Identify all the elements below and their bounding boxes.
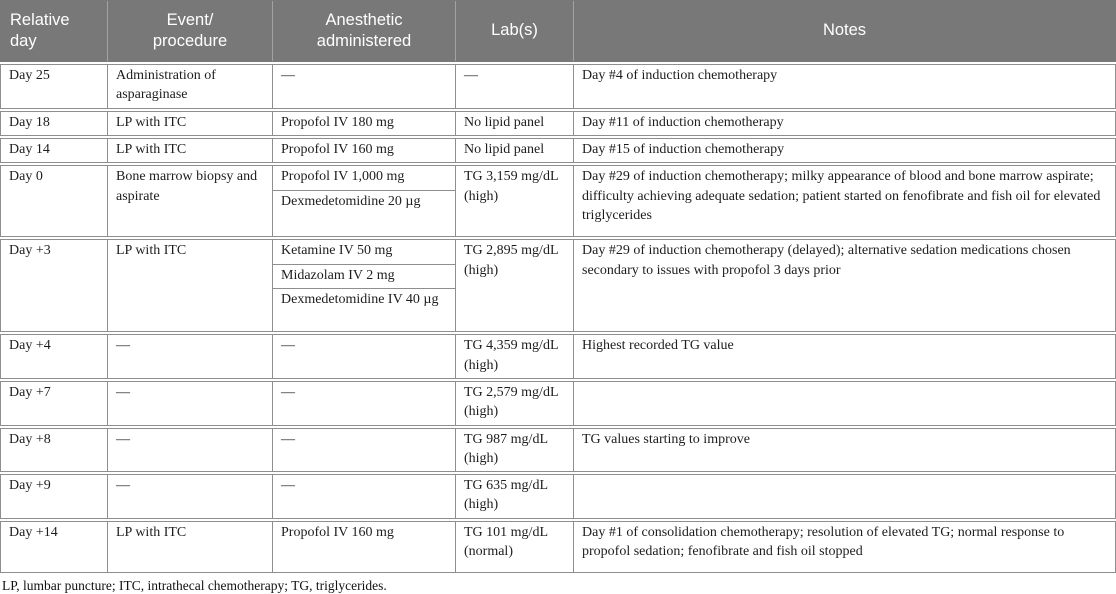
header-line: Anesthetic bbox=[325, 10, 403, 29]
anesthetic-item: Dexmedetomidine 20 µg bbox=[281, 193, 421, 209]
cell-relative-day: Day 25 bbox=[1, 65, 108, 108]
cell-relative-day: Day +4 bbox=[1, 335, 108, 378]
cell-anesthetic: — bbox=[273, 382, 456, 425]
cell-notes: Day #4 of induction chemotherapy bbox=[582, 68, 778, 83]
cell-notes bbox=[574, 382, 1115, 425]
cell-labs: TG 4,359 mg/dL (high) bbox=[456, 335, 574, 378]
header-relative-day bbox=[1, 1, 108, 61]
cell-event: LP with ITC bbox=[108, 522, 273, 572]
cell-anesthetic: — bbox=[273, 335, 456, 378]
table-row-day-plus-9 bbox=[0, 474, 1116, 519]
table-row-day-plus-8 bbox=[0, 428, 1116, 473]
header-notes bbox=[574, 1, 1115, 61]
anesthetic-item: Midazolam IV 2 mg bbox=[273, 265, 455, 289]
header-line: Notes bbox=[822, 21, 867, 40]
cell-event: — bbox=[108, 335, 273, 378]
cell-event: — bbox=[108, 429, 273, 472]
cell-anesthetic-stack bbox=[273, 240, 456, 331]
cell-notes: Day #29 of induction chemotherapy (delayed); alternative sedation medications chosen secondary to issues with propofol 3 days prior bbox=[582, 243, 1071, 278]
cell-labs: — bbox=[456, 65, 574, 108]
cell-notes: Highest recorded TG value bbox=[582, 338, 734, 354]
table-header-row bbox=[0, 0, 1116, 62]
cell-labs: TG 2,895 mg/dL (high) bbox=[456, 240, 574, 331]
cell-anesthetic: — bbox=[273, 65, 456, 108]
cell-notes: Day #1 of consolidation chemotherapy; resolution of elevated TG; normal response to propofol sedation; fenofibrate and fish oil stopped bbox=[582, 524, 1065, 560]
anesthetic-item: Dexmedetomidine IV 40 µg bbox=[281, 291, 439, 307]
table-row-day-plus-4 bbox=[0, 334, 1116, 379]
header-labs bbox=[456, 1, 574, 61]
cell-relative-day: Day 0 bbox=[1, 166, 108, 236]
cell-anesthetic: Propofol IV 180 mg bbox=[273, 112, 456, 135]
table-row-day-14 bbox=[0, 138, 1116, 163]
cell-anesthetic: Propofol IV 160 mg bbox=[273, 522, 456, 572]
cell-relative-day: Day 18 bbox=[1, 112, 108, 135]
cell-labs: TG 3,159 mg/dL (high) bbox=[456, 166, 574, 236]
cell-labs: No lipid panel bbox=[456, 139, 574, 162]
cell-anesthetic: — bbox=[273, 429, 456, 472]
header-line: day bbox=[10, 32, 37, 50]
cell-event: Administration of asparaginase bbox=[108, 65, 273, 108]
cell-anesthetic: — bbox=[273, 475, 456, 518]
header-line: procedure bbox=[152, 32, 228, 50]
anesthetic-item: Ketamine IV 50 mg bbox=[273, 240, 455, 264]
cell-labs: TG 2,579 mg/dL (high) bbox=[456, 382, 574, 425]
table-row-day-plus-14 bbox=[0, 521, 1116, 573]
cell-labs: No lipid panel bbox=[456, 112, 574, 135]
table-row-day-plus-3 bbox=[0, 239, 1116, 332]
cell-event: — bbox=[108, 382, 273, 425]
cell-labs: TG 987 mg/dL (high) bbox=[456, 429, 574, 472]
header-line: Event/ bbox=[166, 10, 214, 29]
table-row-day-18 bbox=[0, 111, 1116, 136]
cell-notes: TG values starting to improve bbox=[582, 431, 750, 447]
cell-labs: TG 101 mg/dL (normal) bbox=[456, 522, 574, 572]
cell-notes: Day #11 of induction chemotherapy bbox=[582, 114, 784, 130]
cell-anesthetic-stack bbox=[273, 166, 456, 236]
cell-relative-day: Day +7 bbox=[1, 382, 108, 425]
table-row-day-25 bbox=[0, 64, 1116, 109]
cell-event: — bbox=[108, 475, 273, 518]
cell-event: LP with ITC bbox=[108, 112, 273, 135]
cell-relative-day: Day +8 bbox=[1, 429, 108, 472]
table-row-day-plus-7 bbox=[0, 381, 1116, 426]
cell-anesthetic: Propofol IV 160 mg bbox=[273, 139, 456, 162]
anesthetic-item: Propofol IV 1,000 mg bbox=[273, 166, 455, 190]
cell-notes: Day #29 of induction chemotherapy; milky appearance of blood and bone marrow aspirate; difficulty achieving adequate sedation; patient started on fenofibrate and fish oil for elevated triglycerides bbox=[582, 169, 1101, 223]
cell-notes: Day #15 of induction chemotherapy bbox=[582, 141, 785, 157]
cell-labs: TG 635 mg/dL (high) bbox=[456, 475, 574, 518]
cell-relative-day: Day 14 bbox=[1, 139, 108, 162]
header-event-procedure bbox=[108, 1, 273, 61]
table-row-day-0 bbox=[0, 165, 1116, 237]
cell-event: LP with ITC bbox=[108, 240, 273, 331]
cell-event: Bone marrow biopsy and aspirate bbox=[108, 166, 273, 236]
header-line: Lab(s) bbox=[491, 21, 538, 40]
cell-relative-day: Day +14 bbox=[1, 522, 108, 572]
cell-event: LP with ITC bbox=[108, 139, 273, 162]
table-footnote: LP, lumbar puncture; ITC, intrathecal chemotherapy; TG, triglycerides. bbox=[2, 577, 387, 593]
cell-relative-day: Day +9 bbox=[1, 475, 108, 518]
header-line: Relative bbox=[10, 10, 70, 29]
cell-notes bbox=[574, 475, 1115, 518]
cell-relative-day: Day +3 bbox=[1, 240, 108, 331]
header-anesthetic-administered bbox=[273, 1, 456, 61]
header-line: administered bbox=[316, 32, 412, 50]
